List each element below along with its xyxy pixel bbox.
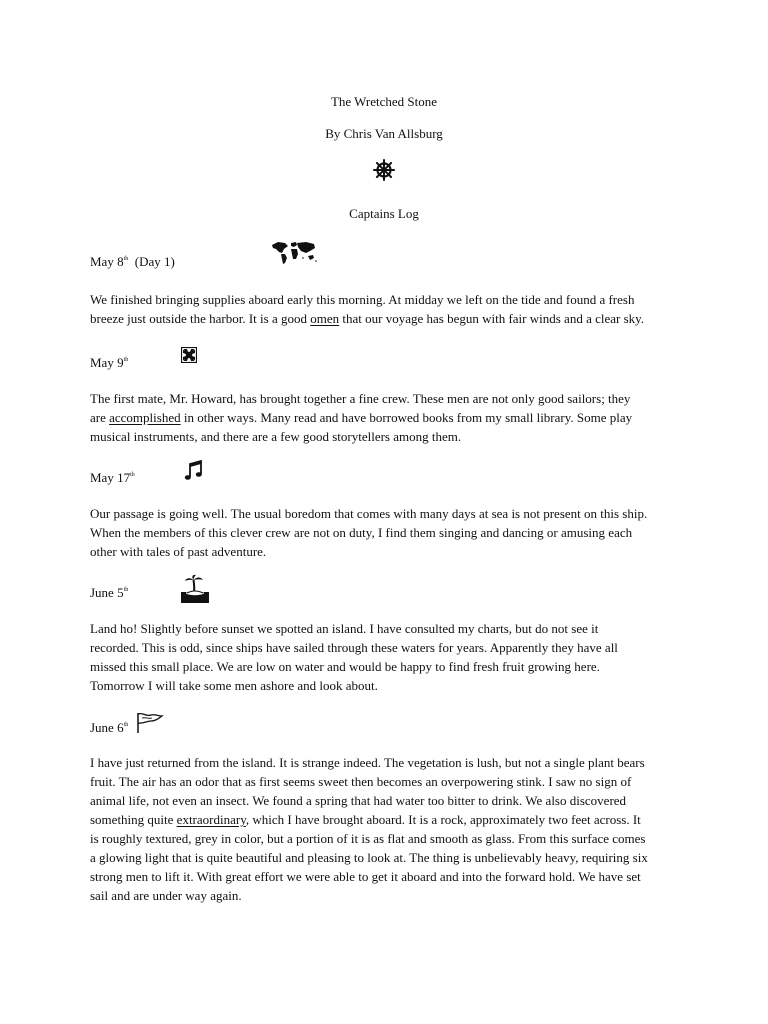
entry-paragraph [90,290,690,328]
entry-paragraph [90,504,690,561]
text-line: We finished bringing supplies aboard early this morning. At midday we left on the tide and found a fresh [90,292,635,307]
world-map-icon [270,240,318,266]
text-line: recorded. This is odd, since ships have sailed through these waters for years. Apparently they have all [90,640,618,655]
document-title: The Wretched Stone [330,94,438,109]
text-line: Tomorrow I will take some men ashore and look about. [90,678,378,693]
flag-icon [134,712,164,734]
entry-paragraph [90,619,690,695]
text-line: missed this small place. We are low on water and would be happy to find fresh fruit growing here. [90,659,600,674]
text-line: a glowing light that is quite beautiful and pleasing to look at. The thing is unbelievably heavy, requiring six [90,850,648,865]
date-text: May 9 [90,355,124,370]
date-extra: (Day 1) [134,254,175,269]
text-line: strong men to lift it. With great effort we were able to get it aboard and into the forward hold. We have set [90,869,641,884]
underlined-word: accomplished [109,410,181,425]
text-line: other with tales of past adventure. [90,544,267,559]
text-line: breeze just outside the harbor. It is a good omen that our voyage has begun with fair winds and a clear sky. [90,311,645,326]
entry-date [90,470,135,486]
text-line: animal life, not even an insect. We found a spring that had water too bitter to drink. We also discovered [90,793,627,808]
date-suffix: th [130,472,135,478]
date-text: May 8 [90,254,124,269]
island-icon [180,574,210,604]
text-line: is roughly textured, grey in color, but a portion of it is as flat and smooth as glass. From this surface comes [90,831,646,846]
date-text: June 6 [90,720,124,735]
entry-date [90,254,175,270]
text-line: fruit. The air has an odor that as first seems sweet then becomes an overpowering stink. I saw no sign of [90,774,632,789]
entry-date [90,720,128,736]
entry-date [90,355,128,371]
log-title: Captains Log [349,206,419,221]
date-text: June 5 [90,585,124,600]
text-line: musical instruments, and there are a few good storytellers among them. [90,429,462,444]
maltese-cross-icon [181,347,197,363]
date-suffix: th [123,587,129,593]
entry-date [90,585,128,601]
date-suffix: th [123,256,129,262]
text-line: When the members of this clever crew are not on duty, I find them singing and dancing or amusing each [90,525,633,540]
date-suffix: th [123,722,129,728]
text-line: sail and are under way again. [90,888,242,903]
entry-paragraph [90,753,690,905]
ship-wheel-icon [373,159,395,181]
underlined-word: extraordinary [176,812,246,827]
text-line: something quite extraordinary, which I have brought aboard. It is a rock, approximately two feet across. It [90,812,641,827]
text-line: The first mate, Mr. Howard, has brought together a fine crew. These men are not only good sailors; they [90,391,631,406]
document-author: By Chris Van Allsburg [325,126,443,141]
text-line: are accomplished in other ways. Many read and have borrowed books from my small library. Some play [90,410,633,425]
text-line: Land ho! Slightly before sunset we spotted an island. I have consulted my charts, but do not see it [90,621,599,636]
music-note-icon [184,460,204,482]
date-suffix: th [123,357,129,363]
date-text: May 17 [90,470,131,485]
text-line: Our passage is going well. The usual boredom that comes with many days at sea is not present on this ship. [90,506,648,521]
underlined-word: omen [310,311,340,326]
text-line: I have just returned from the island. It is strange indeed. The vegetation is lush, but not a single plant bears [90,755,645,770]
entry-paragraph [90,389,690,446]
